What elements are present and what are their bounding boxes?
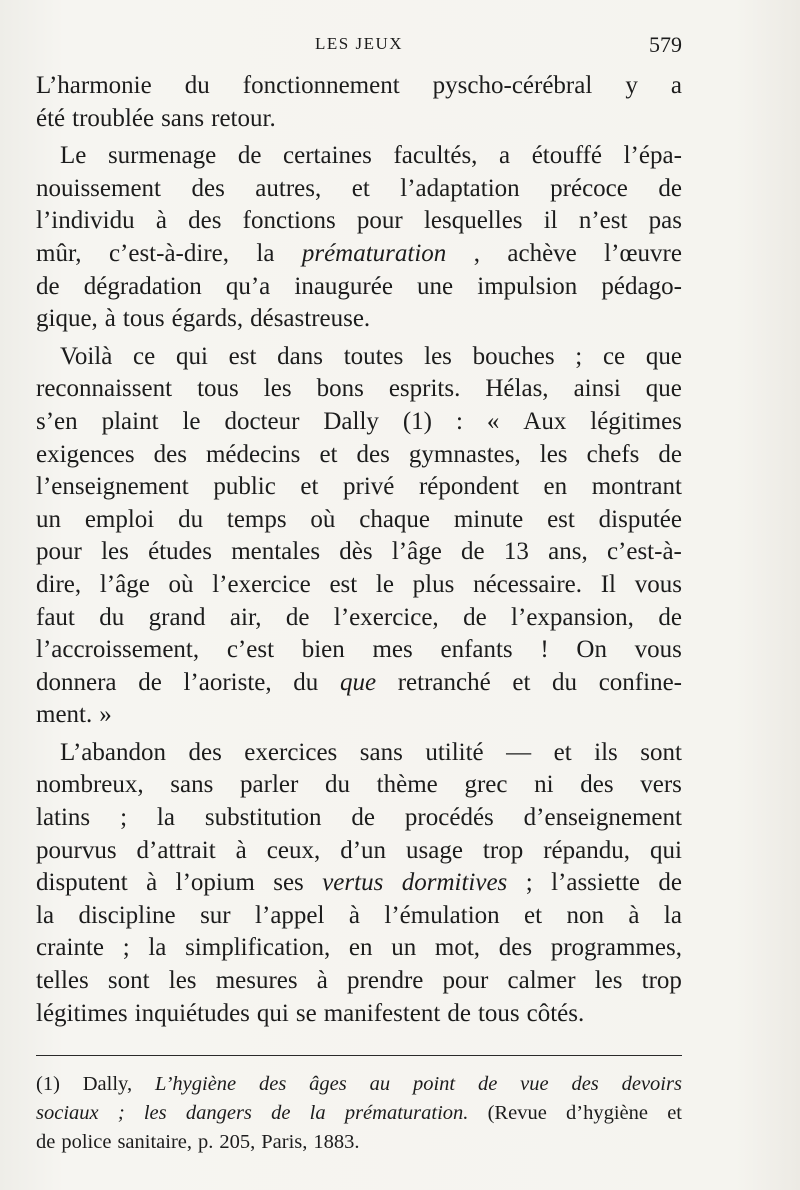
paragraph-4-line: telles sont les mesures à prendre pour calmer les trop [36, 967, 682, 995]
footnote-line: de police sanitaire, p. 205, Paris, 1883. [36, 1131, 360, 1153]
paragraph-2-line: Le surmenage de certaines facultés, a étouffé l’épa- [60, 142, 682, 170]
paragraph-3-line: donnera de l’aoriste, du que retranché et du confine- [36, 668, 682, 696]
main-text [36, 70, 682, 1030]
paragraph-4-line: la discipline sur l’appel à l’émulation et non à la [36, 901, 682, 929]
paragraph-4-line: disputent à l’opium ses vertus dormitives ; l’assiette de [36, 869, 682, 897]
paragraph-4-line: légitimes inquiétudes qui se manifestent de tous côtés. [36, 999, 585, 1027]
paragraph-3-line: l’accroissement, c’est bien mes enfants ! On vous [36, 636, 682, 664]
paragraph-4-line: latins ; la substitution de procédés d’enseignement [36, 804, 682, 832]
paragraph-1-line: été troublée sans retour. [36, 104, 276, 132]
paragraph-2-line: mûr, c’est-à-dire, la prématuration , achève l’œuvre [36, 239, 682, 267]
paragraph-3-line: l’enseignement public et privé répondent en montrant [36, 473, 682, 501]
paragraph-3-line: s’en plaint le docteur Dally (1) : « Aux légitimes [36, 407, 682, 435]
paragraph-4-line: crainte ; la simplification, en un mot, des programmes, [36, 934, 682, 962]
paragraph-3-line: un emploi du temps où chaque minute est disputée [36, 505, 682, 533]
running-head: LES JEUX [314, 34, 404, 53]
paragraph-3-line: faut du grand air, de l’exercice, de l’expansion, de [36, 603, 682, 631]
paragraph-3-line: Voilà ce qui est dans toutes les bouches ; ce que [60, 342, 682, 370]
paragraph-4-line: nombreux, sans parler du thème grec ni des vers [36, 771, 682, 799]
paragraph-3-line: dire, l’âge où l’exercice est le plus nécessaire. Il vous [36, 570, 682, 598]
paragraph-3-line: pour les études mentales dès l’âge de 13 ans, c’est-à- [36, 538, 682, 566]
page-header [36, 32, 682, 62]
footnote-line: (1) Dally, L’hygiène des âges au point de vue des devoirs [36, 1073, 682, 1095]
footnote-line: sociaux ; les dangers de la prématuration. (Revue d’hygiène et [36, 1102, 682, 1124]
paragraph-4-line: pourvus d’attrait à ceux, d’un usage trop répandu, qui [36, 836, 682, 864]
paragraph-2-line: l’individu à des fonctions pour lesquelles il n’est pas [36, 207, 682, 235]
paragraph-4-line: L’abandon des exercices sans utilité — et ils sont [60, 738, 682, 766]
paragraph-3-line: reconnaissent tous les bons esprits. Hélas, ainsi que [36, 375, 682, 403]
paragraph-2-line: nouissement des autres, et l’adaptation précoce de [36, 174, 682, 202]
paragraph-2-line: de dégradation qu’a inaugurée une impulsion pédago- [36, 272, 682, 300]
paragraph-3-line: ment. » [36, 701, 112, 729]
footnote [36, 1070, 682, 1157]
paragraph-1-line: L’harmonie du fonctionnement pyscho-cérébral y a [36, 72, 682, 99]
paragraph-2-line: gique, à tous égards, désastreuse. [36, 305, 371, 333]
page-number: 579 [649, 32, 682, 57]
footnote-rule [36, 1055, 682, 1056]
paragraph-3-line: exigences des médecins et des gymnastes, les chefs de [36, 440, 682, 468]
